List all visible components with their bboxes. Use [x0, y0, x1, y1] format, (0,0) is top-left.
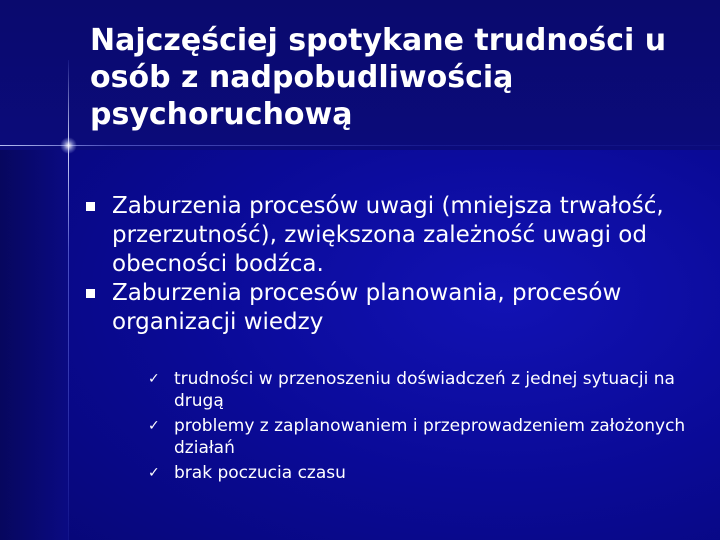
subbullet-text: problemy z zaplanowaniem i przeprowadzeniem założonych działań	[174, 416, 686, 458]
light-flare-icon	[60, 137, 77, 154]
bullet-list	[86, 192, 706, 337]
square-bullet-icon	[86, 202, 95, 211]
subbullet-item	[148, 368, 708, 412]
checkmark-icon: ✓	[148, 465, 160, 481]
subbullet-item	[148, 415, 708, 459]
bullet-text: Zaburzenia procesów uwagi (mniejsza trwałość, przerzutność), zwiększona zależność uwagi od obecności bodźca.	[112, 193, 664, 277]
bullet-item	[86, 279, 706, 337]
checkmark-icon: ✓	[148, 371, 160, 387]
subbullet-text: trudności w przenoszeniu doświadczeń z jednej sytuacji na drugą	[174, 369, 675, 411]
horizontal-accent-line	[0, 145, 720, 146]
left-band	[0, 150, 68, 540]
square-bullet-icon	[86, 289, 95, 298]
bullet-item	[86, 192, 706, 279]
subbullet-text: brak poczucia czasu	[174, 463, 346, 483]
subbullet-list	[148, 368, 708, 487]
checkmark-icon: ✓	[148, 418, 160, 434]
vertical-accent-line	[68, 60, 69, 540]
bullet-text: Zaburzenia procesów planowania, procesów organizacji wiedzy	[112, 280, 622, 335]
slide-title: Najczęściej spotykane trudności u osób z nadpobudliwością psychoruchową	[90, 23, 667, 132]
subbullet-item	[148, 462, 708, 484]
